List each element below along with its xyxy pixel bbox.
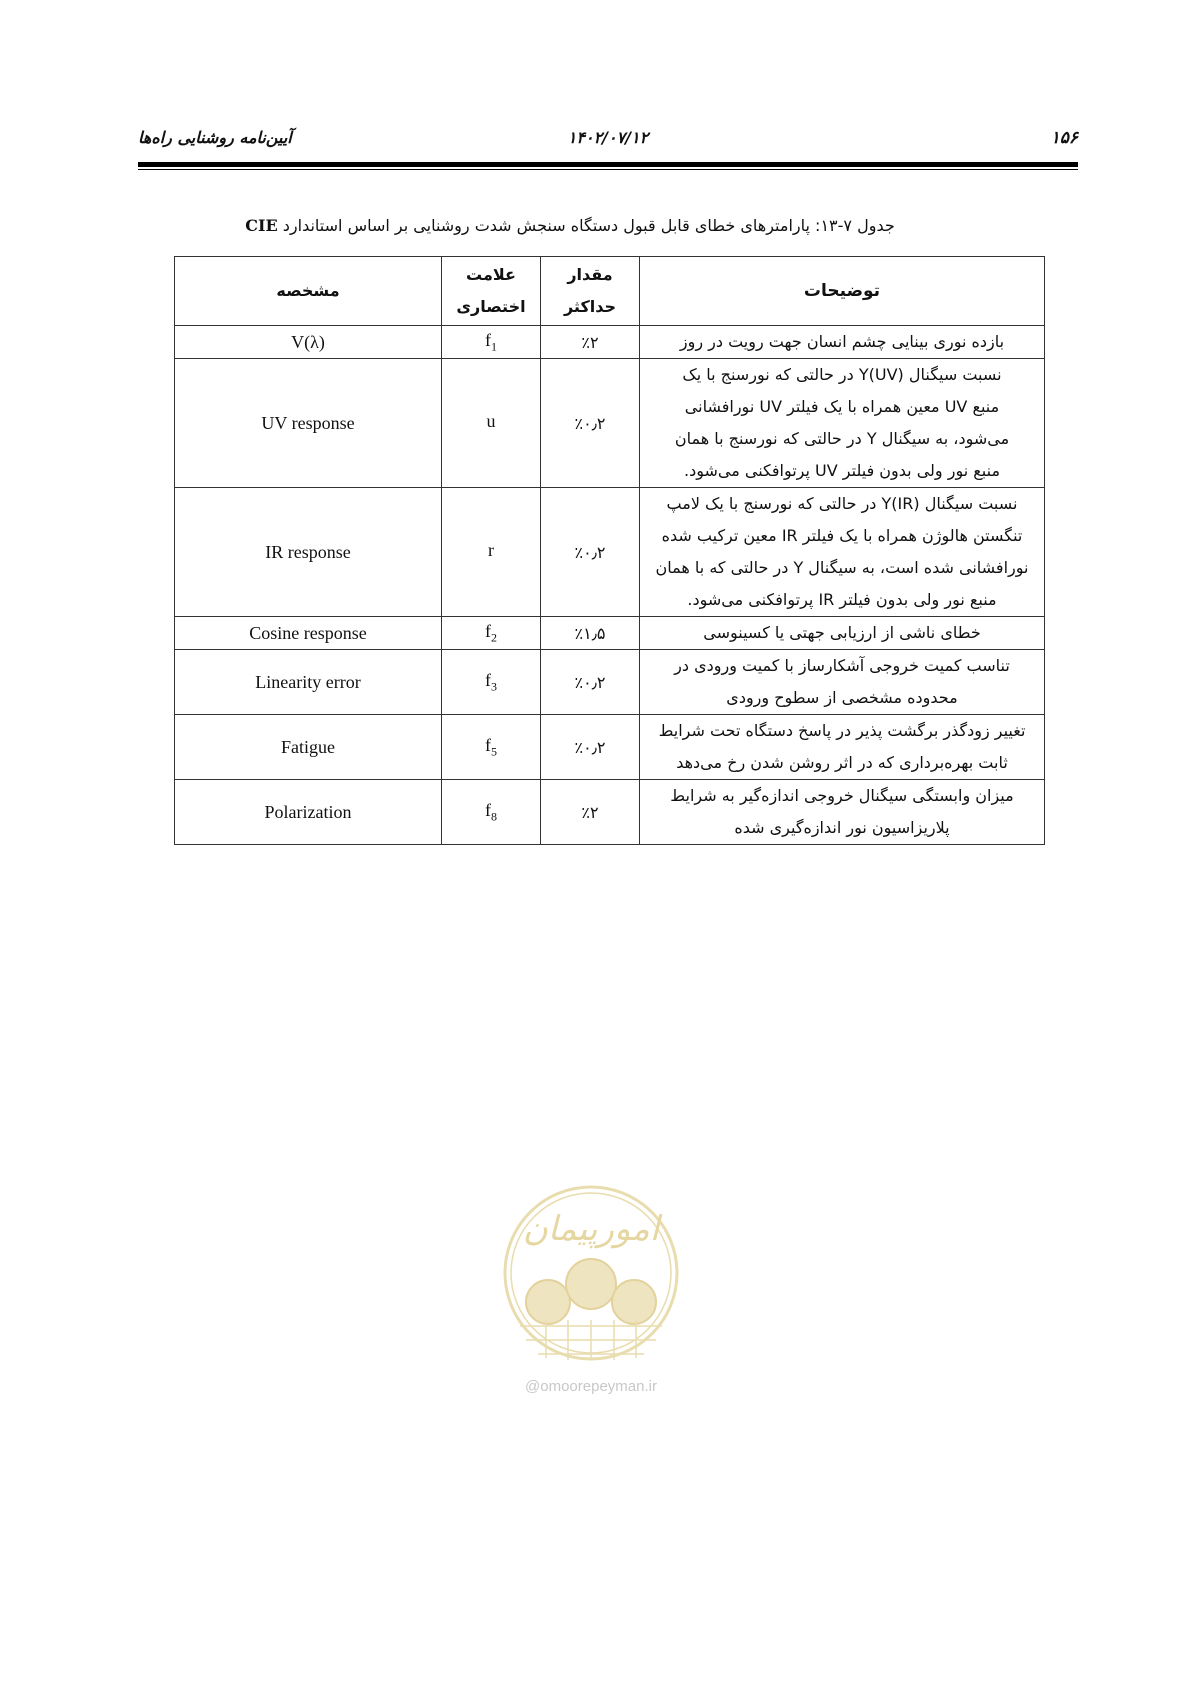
table-row — [175, 617, 1045, 650]
abbreviation-symbol: f — [485, 329, 491, 350]
header-max-value-line2: حداکثر — [563, 297, 617, 316]
cell-abbreviation — [442, 359, 541, 488]
description-line: ثابت بهره‌برداری که در اثر روشن شدن رخ می‌دهد — [676, 753, 1008, 772]
watermark-logo-text: امورپیمان — [522, 1209, 660, 1249]
cell-characteristic: IR response — [175, 488, 442, 617]
cell-abbreviation — [442, 326, 541, 359]
cell-description — [640, 326, 1045, 359]
abbreviation-subscript: 1 — [491, 339, 497, 354]
table-caption — [170, 216, 970, 235]
abbreviation-subscript: 3 — [491, 679, 497, 694]
error-parameters-table — [174, 256, 1045, 845]
abbreviation-symbol: f — [485, 734, 491, 755]
description-line: میزان وابستگی سیگنال خروجی اندازه‌گیر به شرایط — [670, 786, 1014, 805]
description-line: محدوده مشخصی از سطوح ورودی — [726, 688, 958, 707]
description-line: تنگستن هالوژن همراه با یک فیلتر IR معین ترکیب شده — [661, 526, 1023, 545]
table-row — [175, 715, 1045, 780]
table-row — [175, 488, 1045, 617]
cell-description — [640, 715, 1045, 780]
description-line: منبع UV معین همراه با یک فیلتر UV نورافشانی — [684, 397, 1000, 416]
header-abbreviation-line2: اختصاری — [456, 297, 526, 316]
page-header — [138, 128, 1078, 154]
abbreviation-symbol: f — [485, 799, 491, 820]
book-title: آیین‌نامه روشنایی راه‌ها — [138, 128, 292, 147]
description-line: پلاریزاسیون نور اندازه‌گیری شده — [734, 818, 950, 837]
cell-abbreviation — [442, 617, 541, 650]
abbreviation-symbol: f — [485, 620, 491, 641]
abbreviation-subscript: 8 — [491, 809, 497, 824]
description-line: منبع نور ولی بدون فیلتر UV پرتوافکنی می‌شود. — [683, 461, 1001, 480]
cell-max-value: ٪۰٫۲ — [541, 488, 640, 617]
cell-abbreviation — [442, 650, 541, 715]
cell-description — [640, 359, 1045, 488]
cell-description — [640, 780, 1045, 845]
description-line: بازده نوری بینایی چشم انسان جهت رویت در روز — [679, 332, 1005, 351]
cell-abbreviation — [442, 488, 541, 617]
header-description: توضیحات — [640, 257, 1045, 326]
cell-characteristic: Fatigue — [175, 715, 442, 780]
cell-max-value: ٪۱٫۵ — [541, 617, 640, 650]
table-row — [175, 780, 1045, 845]
cell-max-value: ٪۰٫۲ — [541, 715, 640, 780]
page-number: ۱۵۶ — [1050, 128, 1078, 148]
cell-max-value: ٪۲ — [541, 780, 640, 845]
cell-max-value: ٪۰٫۲ — [541, 650, 640, 715]
cell-characteristic: Polarization — [175, 780, 442, 845]
description-line: می‌شود، به سیگنال Y در حالتی که نورسنج با همان — [674, 429, 1010, 448]
description-line: منبع نور ولی بدون فیلتر IR پرتوافکنی می‌شود. — [687, 590, 997, 609]
table-header-row — [175, 257, 1045, 326]
abbreviation-symbol: f — [485, 669, 491, 690]
cell-characteristic: V(λ) — [175, 326, 442, 359]
cell-abbreviation — [442, 780, 541, 845]
table-row — [175, 359, 1045, 488]
abbreviation-symbol: r — [488, 539, 494, 560]
description-line: نسبت سیگنال (Y(UV در حالتی که نورسنج با یک — [682, 365, 1002, 384]
abbreviation-symbol: u — [486, 410, 496, 431]
cell-characteristic: Cosine response — [175, 617, 442, 650]
cell-characteristic: UV response — [175, 359, 442, 488]
caption-bold: CIE — [245, 216, 278, 235]
cell-description — [640, 617, 1045, 650]
header-abbreviation-line1: علامت — [466, 265, 516, 284]
cell-max-value: ٪۲ — [541, 326, 640, 359]
header-date: ۱۴۰۲/۰۷/۱۲ — [567, 128, 649, 147]
description-line: تناسب کمیت خروجی آشکارساز با کمیت ورودی در — [674, 656, 1010, 675]
description-line: خطای ناشی از ارزیابی جهتی یا کسینوسی — [703, 623, 981, 642]
description-line: نورافشانی شده است، به سیگنال Y در حالتی که با همان — [655, 558, 1029, 577]
table-row — [175, 326, 1045, 359]
abbreviation-subscript: 2 — [491, 630, 497, 645]
watermark-site: @omoorepeyman.ir — [525, 1378, 657, 1395]
header-max-value-line1: مقدار — [567, 265, 613, 284]
header-rule-thick — [138, 162, 1078, 167]
cell-description — [640, 650, 1045, 715]
header-rule-thin — [138, 169, 1078, 170]
caption-text: جدول ۷-۱۳: پارامترهای خطای قابل قبول دستگاه سنجش شدت روشنایی بر اساس استاندارد — [282, 216, 895, 235]
cell-description — [640, 488, 1045, 617]
abbreviation-subscript: 5 — [491, 744, 497, 759]
header-characteristic: مشخصه — [175, 257, 442, 326]
cell-abbreviation — [442, 715, 541, 780]
description-line: نسبت سیگنال (Y(IR در حالتی که نورسنج با یک لامپ — [666, 494, 1018, 513]
table-row — [175, 650, 1045, 715]
cell-characteristic: Linearity error — [175, 650, 442, 715]
watermark-logo — [498, 1180, 684, 1380]
header-abbreviation — [442, 257, 541, 326]
cell-max-value: ٪۰٫۲ — [541, 359, 640, 488]
description-line: تغییر زودگذر برگشت پذیر در پاسخ دستگاه تحت شرایط — [658, 721, 1026, 740]
header-max-value — [541, 257, 640, 326]
